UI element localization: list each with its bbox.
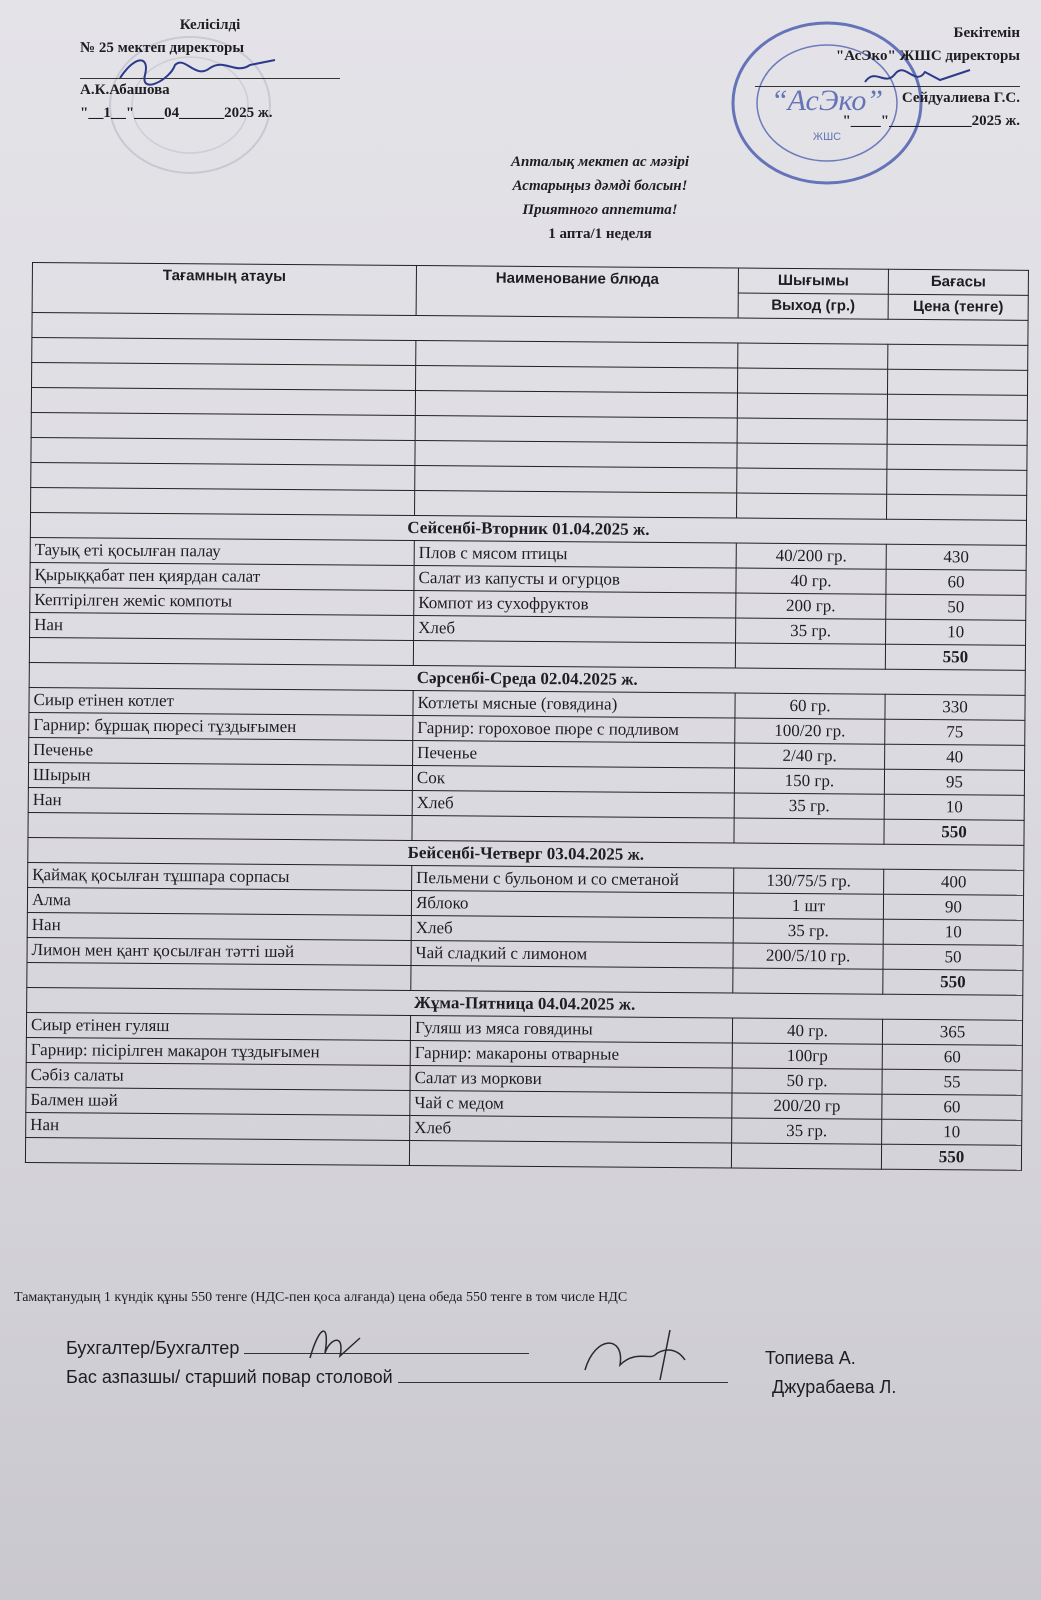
dish-name-kz: Гарнир: бұршақ пюресі тұздығымен (29, 712, 413, 740)
dish-name-ru: Плов с мясом птицы (414, 541, 736, 569)
dish-name-ru: Хлеб (414, 616, 736, 644)
dish-yield: 35 гр. (734, 793, 884, 819)
accountant-name: Топиева А. (765, 1348, 856, 1368)
approval-left-title: Келісілді (179, 17, 241, 33)
dish-name-kz: Печенье (29, 737, 413, 765)
dish-yield: 150 гр. (734, 768, 884, 794)
dish-price: 40 (885, 744, 1025, 770)
day-title: Сейсенбі-Вторник 01.04.2025 ж. (30, 512, 1026, 545)
blank-cell (733, 968, 883, 994)
blank-cell (737, 443, 887, 469)
blank-cell (887, 394, 1027, 420)
dish-price: 75 (885, 719, 1025, 745)
approval-right-date: "____"___________2025 ж. (842, 113, 1020, 129)
dish-price: 10 (882, 1119, 1022, 1145)
cook-signature (575, 1325, 715, 1385)
blank-cell (31, 487, 415, 515)
dish-name-kz: Нан (27, 912, 411, 940)
header-price-ru: Цена (тенге) (888, 294, 1028, 320)
svg-text:“АсЭко”: “АсЭко” (770, 84, 884, 117)
accountant-signature-row (66, 1338, 529, 1359)
left-signature (115, 50, 285, 90)
dish-name-ru: Печенье (413, 741, 735, 769)
week-label: 1 апта/1 неделя (548, 226, 652, 242)
dish-name-kz: Нан (26, 1112, 410, 1140)
blank-cell (887, 469, 1027, 495)
dish-yield: 40/200 гр. (736, 543, 886, 569)
dish-price: 95 (884, 769, 1024, 795)
blank-cell (31, 437, 415, 465)
blank-cell (887, 494, 1027, 520)
dish-name-ru: Гарнир: гороховое пюре с подливом (413, 716, 735, 744)
cook-name: Джурабаева Л. (772, 1377, 897, 1397)
day-total: 550 (881, 1144, 1021, 1170)
dish-name-kz: Сиыр етінен гуляш (26, 1012, 410, 1040)
header-price-kz: Бағасы (888, 269, 1028, 295)
dish-name-kz: Шырын (28, 762, 412, 790)
dish-price: 50 (886, 594, 1026, 620)
day-title: Бейсенбі-Четверг 03.04.2025 ж. (28, 837, 1024, 870)
dish-price: 55 (882, 1069, 1022, 1095)
dish-name-ru: Хлеб (411, 915, 733, 943)
day-total: 550 (885, 644, 1025, 670)
dish-yield: 200/5/10 гр. (733, 943, 883, 969)
dish-name-ru: Хлеб (412, 791, 734, 819)
dish-name-ru: Хлеб (410, 1115, 732, 1143)
dish-price: 60 (886, 569, 1026, 595)
dish-name-ru: Салат из моркови (410, 1065, 732, 1093)
day-title: Жұма-Пятница 04.04.2025 ж. (27, 987, 1023, 1020)
dish-name-kz: Балмен шәй (26, 1087, 410, 1115)
dish-yield: 50 гр. (732, 1068, 882, 1094)
dish-price: 430 (886, 544, 1026, 570)
dish-name-kz: Нан (28, 787, 412, 815)
blank-cell (735, 643, 885, 669)
blank-cell (737, 368, 887, 394)
blank-cell (888, 344, 1028, 370)
dish-name-kz: Гарнир: пісірілген макарон тұздығымен (26, 1037, 410, 1065)
approval-right-title: Бекітемін (953, 25, 1020, 41)
dish-price: 90 (883, 894, 1023, 920)
dish-name-ru: Гуляш из мяса говядины (410, 1015, 732, 1043)
approval-right-name: Сейдуалиева Г.С. (901, 90, 1020, 106)
dish-yield: 35 гр. (733, 918, 883, 944)
dish-name-kz: Сәбіз салаты (26, 1062, 410, 1090)
dish-price: 60 (882, 1094, 1022, 1120)
blank-cell (25, 1137, 409, 1165)
blank-cell (738, 343, 888, 369)
dish-name-kz: Кептірілген жеміс компоты (30, 587, 414, 615)
dish-yield: 35 гр. (736, 618, 886, 644)
header-yield-ru: Выход (гр.) (738, 293, 888, 319)
blank-cell (411, 965, 733, 993)
dish-name-kz: Қырыққабат пен қиярдан салат (30, 562, 414, 590)
dish-name-ru: Пельмени с бульоном и со сметаной (412, 866, 734, 894)
blank-cell (415, 466, 737, 494)
blank-cell (887, 444, 1027, 470)
blank-cell (737, 418, 887, 444)
blank-cell (737, 393, 887, 419)
blank-cell (416, 366, 738, 394)
dish-yield: 40 гр. (732, 1018, 882, 1044)
price-footnote: Тамақтанудың 1 күндік құны 550 тенге (НДС-пен қоса алғанда) цена обеда 550 тенге в том числе НДС (14, 1290, 628, 1305)
dish-name-ru: Компот из сухофруктов (414, 591, 736, 619)
blank-cell (734, 818, 884, 844)
blank-cell (737, 468, 887, 494)
approval-left-date: "__1__"____04______2025 ж. (80, 105, 273, 121)
day-total: 550 (883, 969, 1023, 995)
blank-cell (29, 637, 413, 665)
right-signature (860, 62, 980, 92)
blank-cell (415, 491, 737, 519)
blank-cell (413, 641, 735, 669)
day-title: Сәрсенбі-Среда 02.04.2025 ж. (29, 662, 1025, 695)
dish-yield: 35 гр. (732, 1118, 882, 1144)
dish-yield: 40 гр. (736, 568, 886, 594)
approval-left-name: А.К.Абашова (80, 82, 170, 98)
header-row-1 (32, 263, 1028, 296)
header-name-kz: Тағамның атауы (32, 263, 416, 316)
approval-right-role: "АсЭко" ЖШС директоры (835, 48, 1020, 64)
blank-cell (415, 391, 737, 419)
blank-cell (731, 1143, 881, 1169)
dish-name-ru: Салат из капусты и огурцов (414, 566, 736, 594)
dish-name-kz: Лимон мен қант қосылған тәтті шәй (27, 937, 411, 965)
dish-price: 60 (882, 1044, 1022, 1070)
dish-yield: 2/40 гр. (735, 743, 885, 769)
blank-cell (887, 419, 1027, 445)
dish-price: 10 (886, 619, 1026, 645)
blank-cell (27, 962, 411, 990)
dish-yield: 200 гр. (736, 593, 886, 619)
header-name-ru: Наименование блюда (416, 266, 738, 319)
dish-name-ru: Чай с медом (410, 1090, 732, 1118)
dish-yield: 100/20 гр. (735, 718, 885, 744)
approval-left-role: № 25 мектеп директоры (80, 40, 245, 56)
blank-cell (415, 416, 737, 444)
dish-price: 365 (882, 1019, 1022, 1045)
dish-yield: 200/20 гр (732, 1093, 882, 1119)
title-line-3: Приятного аппетита! (522, 202, 678, 218)
dish-yield: 1 шт (733, 893, 883, 919)
dish-price: 10 (884, 794, 1024, 820)
blank-cell (32, 363, 416, 391)
accountant-label: Бухгалтер/Бухгалтер (66, 1338, 240, 1358)
blank-cell (415, 441, 737, 469)
dish-name-ru: Яблоко (411, 891, 733, 919)
dish-yield: 130/75/5 гр. (734, 868, 884, 894)
svg-text:ЖШС: ЖШС (812, 131, 842, 143)
blank-cell (416, 341, 738, 369)
blank-cell (409, 1140, 731, 1168)
dish-name-kz: Сиыр етінен котлет (29, 687, 413, 715)
dish-yield: 60 гр. (735, 693, 885, 719)
day-total: 550 (884, 819, 1024, 845)
title-line-1: Апталық мектеп ас мәзірі (510, 154, 690, 170)
blank-cell (28, 812, 412, 840)
menu-titles (380, 150, 820, 246)
dish-name-kz: Қаймақ қосылған тұшпара сорпасы (28, 862, 412, 890)
dish-price: 400 (884, 869, 1024, 895)
blank-cell (887, 369, 1027, 395)
cook-label: Бас азпазшы/ старший повар столовой (66, 1367, 393, 1387)
header-yield-kz: Шығымы (738, 268, 888, 294)
dish-price: 10 (883, 919, 1023, 945)
dish-name-ru: Гарнир: макароны отварные (410, 1040, 732, 1068)
title-line-2: Астарыңыз дәмді болсын! (512, 178, 688, 194)
dish-name-kz: Нан (30, 612, 414, 640)
accountant-signature-line (244, 1353, 529, 1354)
dish-name-ru: Сок (412, 766, 734, 794)
dish-name-ru: Котлеты мясные (говядина) (413, 691, 735, 719)
dish-yield: 100гр (732, 1043, 882, 1069)
dish-price: 50 (883, 944, 1023, 970)
blank-cell (412, 816, 734, 844)
menu-table (25, 262, 1029, 1171)
blank-cell (737, 493, 887, 519)
accountant-signature (300, 1318, 370, 1368)
blank-cell (31, 388, 415, 416)
dish-name-kz: Алма (27, 887, 411, 915)
blank-cell (31, 412, 415, 440)
dish-name-ru: Чай сладкий с лимоном (411, 940, 733, 968)
blank-cell (31, 462, 415, 490)
blank-cell (32, 338, 416, 366)
dish-name-kz: Тауық еті қосылған палау (30, 537, 414, 565)
dish-price: 330 (885, 694, 1025, 720)
